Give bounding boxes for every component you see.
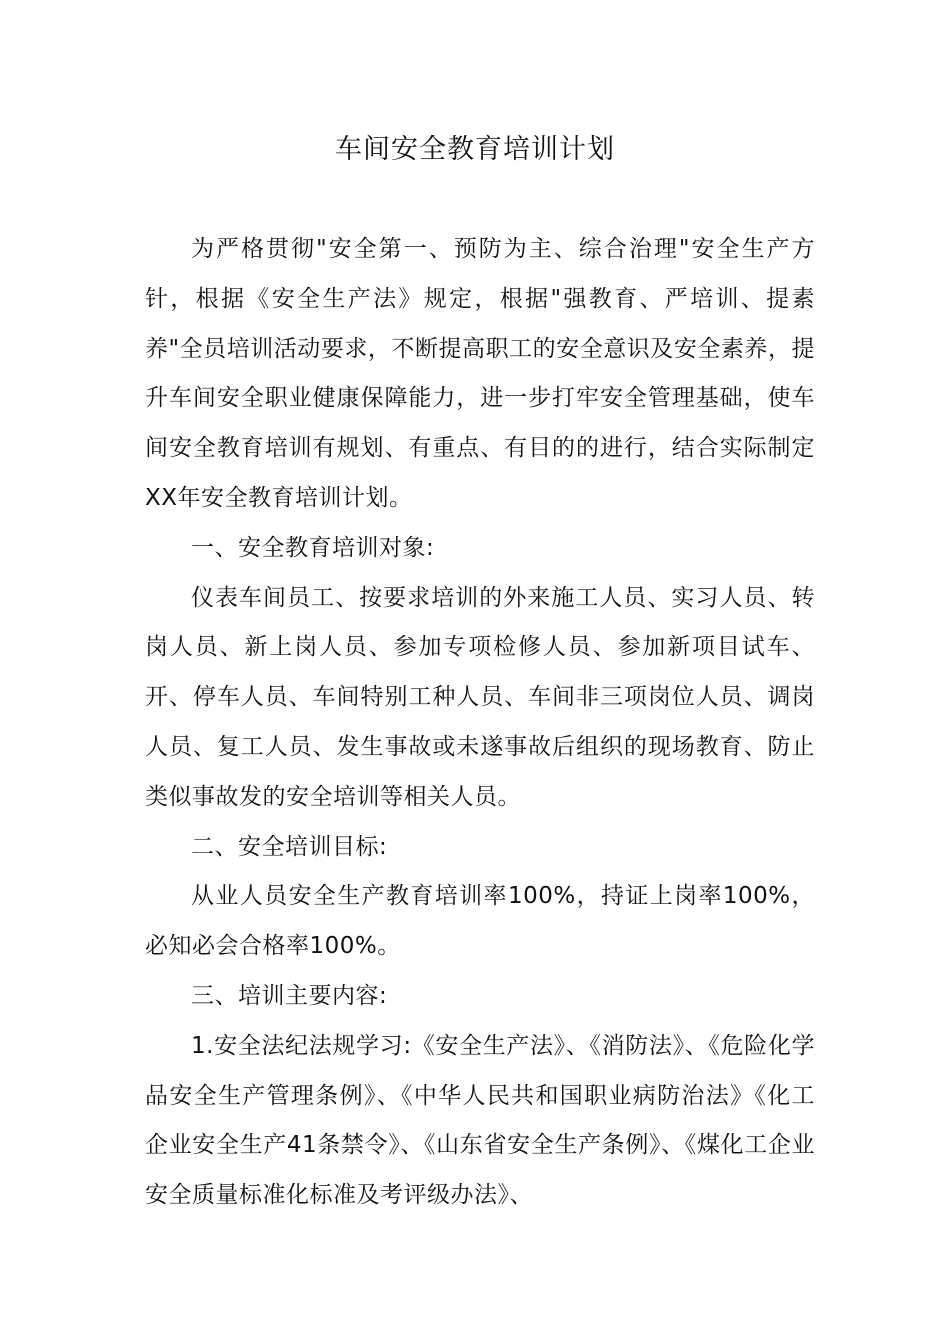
section-heading-training-goals: 二、安全培训目标: [191,833,388,860]
section-heading-training-content: 三、培训主要内容: [191,982,388,1009]
section-heading-training-targets: 一、安全教育培训对象: [191,534,435,561]
document-body [145,225,815,1221]
training-targets-paragraph: 仪表车间员工、按要求培训的外来施工人员、实习人员、转岗人员、新上岗人员、参加专项检修人员、参加新项目试车、开、停车人员、车间特别工种人员、车间非三项岗位人员、调岗人员、复工人员、发生事故或未遂事故后组织的现场教育、防止类似事故发的安全培训等相关人员。 [145,584,815,810]
training-goals-paragraph: 从业人员安全生产教育培训率100%，持证上岗率100%，必知必会合格率100%。 [145,883,815,960]
intro-paragraph: 为严格贯彻"安全第一、预防为主、综合治理"安全生产方针，根据《安全生产法》规定，根据"强教育、严培训、提素养"全员培训活动要求，不断提高职工的安全意识及安全素养，提升车间安全职业健康保障能力，进一步打牢安全管理基础，使车间安全教育培训有规划、有重点、有目的的进行，结合实际制定XX年安全教育培训计划。 [145,236,815,511]
training-content-item-1: 1.安全法纪法规学习:《安全生产法》、《消防法》、《危险化学品安全生产管理条例》、《中华人民共和国职业病防治法》《化工企业安全生产41条禁令》、《山东省安全生产条例》、《煤化工企业安全质量标准化标准及考评级办法》、 [145,1032,815,1209]
document-title: 车间安全教育培训计划 [335,134,615,165]
